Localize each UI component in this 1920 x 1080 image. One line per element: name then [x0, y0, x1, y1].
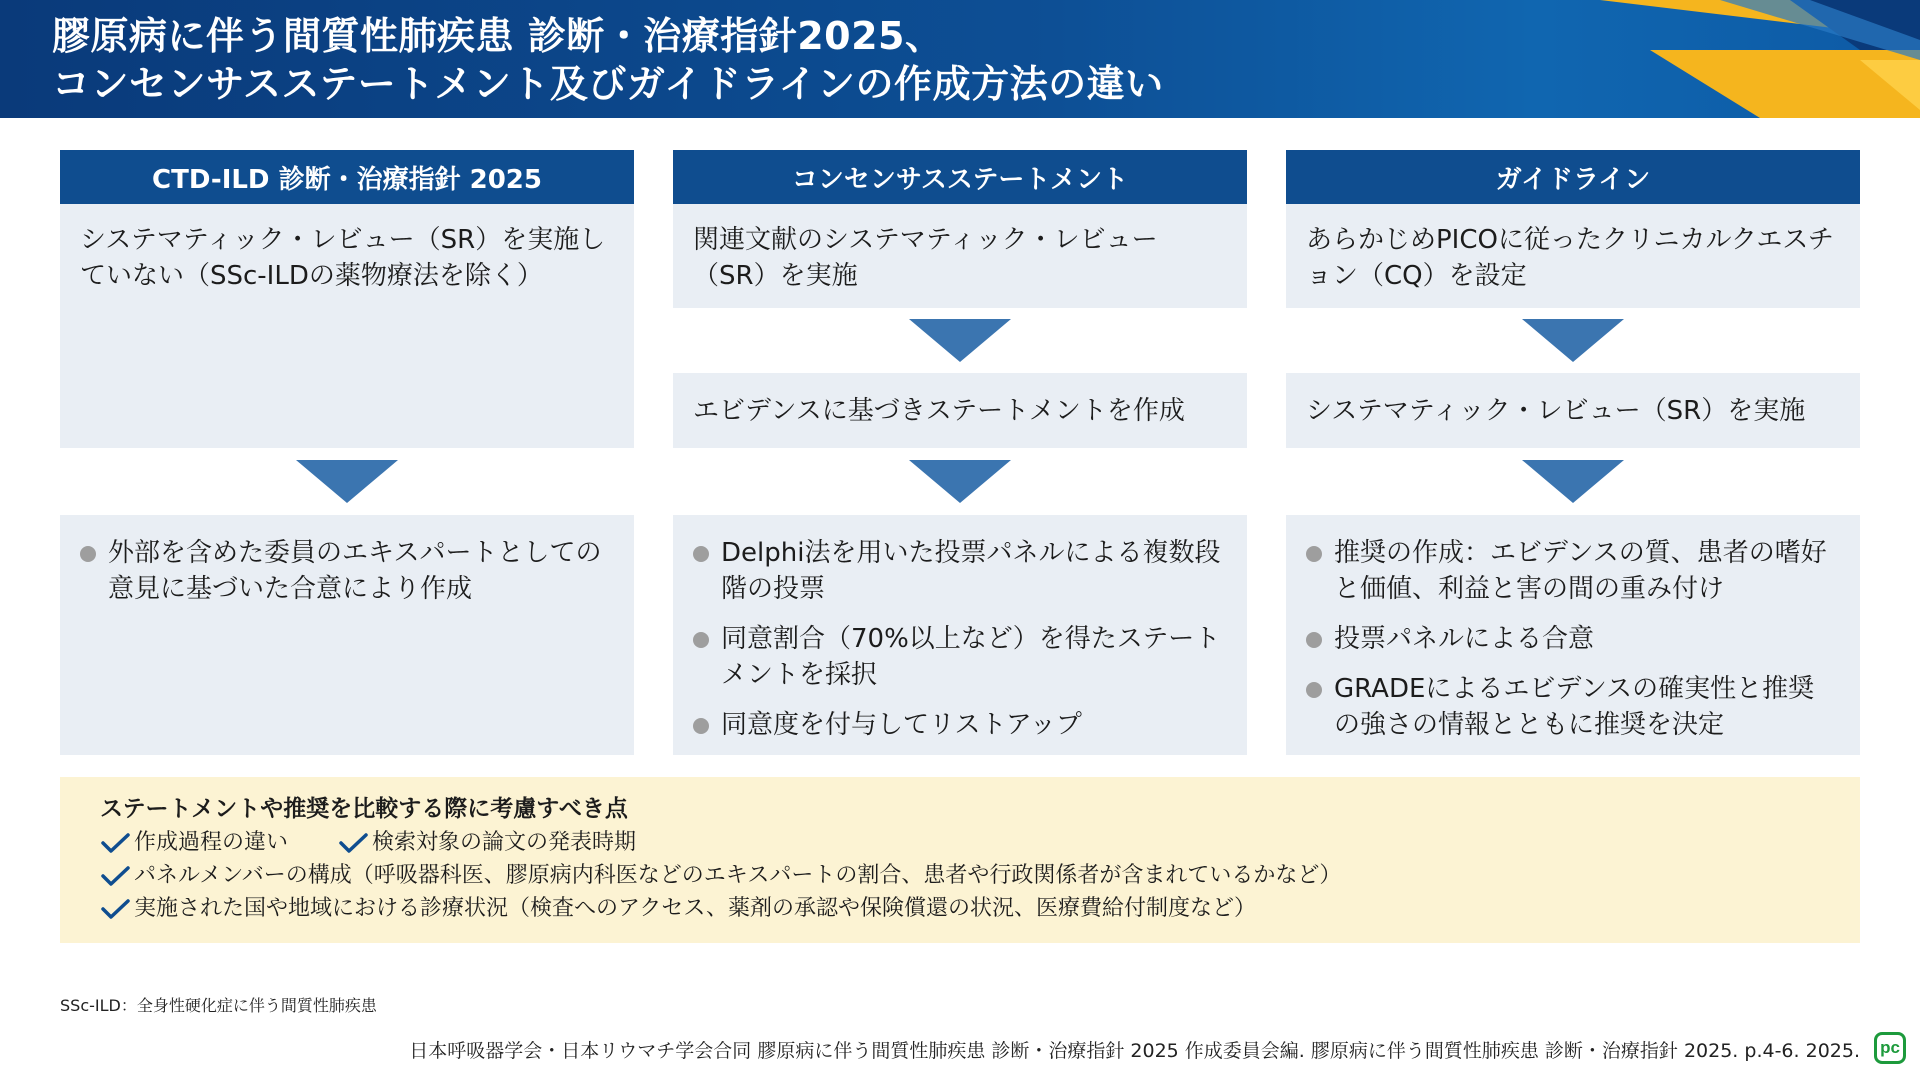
considerations-panel: [60, 777, 1860, 943]
publisher-logo: pc: [1874, 1032, 1906, 1064]
details-box: [673, 515, 1247, 755]
checkmark-icon: [100, 832, 130, 854]
header-decoration: [1560, 0, 1920, 118]
considerations-title: ステートメントや推奨を比較する際に考慮すべき点: [100, 796, 628, 822]
check-text: 検索対象の論文の発表時期: [372, 830, 637, 855]
title-line-1: 膠原病に伴う間質性肺疾患 診断・治療指針2025、: [52, 14, 944, 58]
check-row: [100, 859, 1820, 892]
check-item: [100, 826, 288, 859]
down-arrow-icon: [909, 319, 1011, 362]
checkmark-icon: [100, 898, 130, 920]
method-box: システマティック・レビュー（SR）を実施していない（SSc-ILDの薬物療法を除く）: [60, 204, 634, 448]
check-item: [100, 892, 1256, 925]
details-list: [673, 515, 1247, 743]
header-banner: [0, 0, 1920, 118]
citation: 日本呼吸器学会・日本リウマチ学会合同 膠原病に伴う間質性肺疾患 診断・治療指針 2025 作成委員会編. 膠原病に伴う間質性肺疾患 診断・治療指針 2025. p.4-6. 2025.: [409, 1040, 1860, 1062]
down-arrow-icon: [909, 460, 1011, 503]
check-text: 作成過程の違い: [134, 830, 289, 855]
list-item: Delphi法を用いた投票パネルによる複数段階の投票: [693, 535, 1227, 607]
check-item: [338, 826, 636, 859]
column-guideline: [1286, 150, 1860, 755]
column-heading: コンセンサスステートメント: [673, 150, 1247, 204]
details-box: [60, 515, 634, 755]
method-box: 関連文献のシステマティック・レビュー（SR）を実施: [673, 204, 1247, 308]
down-arrow-icon: [1522, 460, 1624, 503]
list-item: 外部を含めた委員のエキスパートとしての意見に基づいた合意により作成: [80, 535, 614, 607]
list-item: 同意割合（70%以上など）を得たステートメントを採択: [693, 621, 1227, 693]
method-box-2: エビデンスに基づきステートメントを作成: [673, 373, 1247, 448]
column-heading: CTD-ILD 診断・治療指針 2025: [60, 150, 634, 204]
title-line-2: コンセンサスステートメント及びガイドラインの作成方法の違い: [52, 62, 1164, 106]
column-consensus-statement: [673, 150, 1247, 755]
down-arrow-icon: [1522, 319, 1624, 362]
checkmark-icon: [338, 832, 368, 854]
abbreviation-note: SSc-ILD：全身性硬化症に伴う間質性肺疾患: [60, 996, 377, 1015]
list-item: 同意度を付与してリストアップ: [693, 707, 1227, 743]
down-arrow-icon: [296, 460, 398, 503]
column-ctd-ild: [60, 150, 634, 755]
check-text: 実施された国や地域における診療状況（検査へのアクセス、薬剤の承認や保険償還の状況、医療費給付制度など）: [134, 896, 1257, 921]
method-box: あらかじめPICOに従ったクリニカルクエスチョン（CQ）を設定: [1286, 204, 1860, 308]
details-box: [1286, 515, 1860, 755]
list-item: 推奨の作成：エビデンスの質、患者の嗜好と価値、利益と害の間の重み付け: [1306, 535, 1840, 607]
checkmark-icon: [100, 865, 130, 887]
page-title: [52, 12, 1164, 108]
check-row: [100, 826, 1820, 859]
check-item: [100, 859, 1341, 892]
details-list: [60, 515, 634, 607]
method-box-2: システマティック・レビュー（SR）を実施: [1286, 373, 1860, 448]
check-row: [100, 892, 1820, 925]
list-item: GRADEによるエビデンスの確実性と推奨の強さの情報とともに推奨を決定: [1306, 671, 1840, 743]
column-heading: ガイドライン: [1286, 150, 1860, 204]
details-list: [1286, 515, 1860, 743]
list-item: 投票パネルによる合意: [1306, 621, 1840, 657]
check-text: パネルメンバーの構成（呼吸器科医、膠原病内科医などのエキスパートの割合、患者や行政関係者が含まれているかなど）: [134, 863, 1342, 888]
